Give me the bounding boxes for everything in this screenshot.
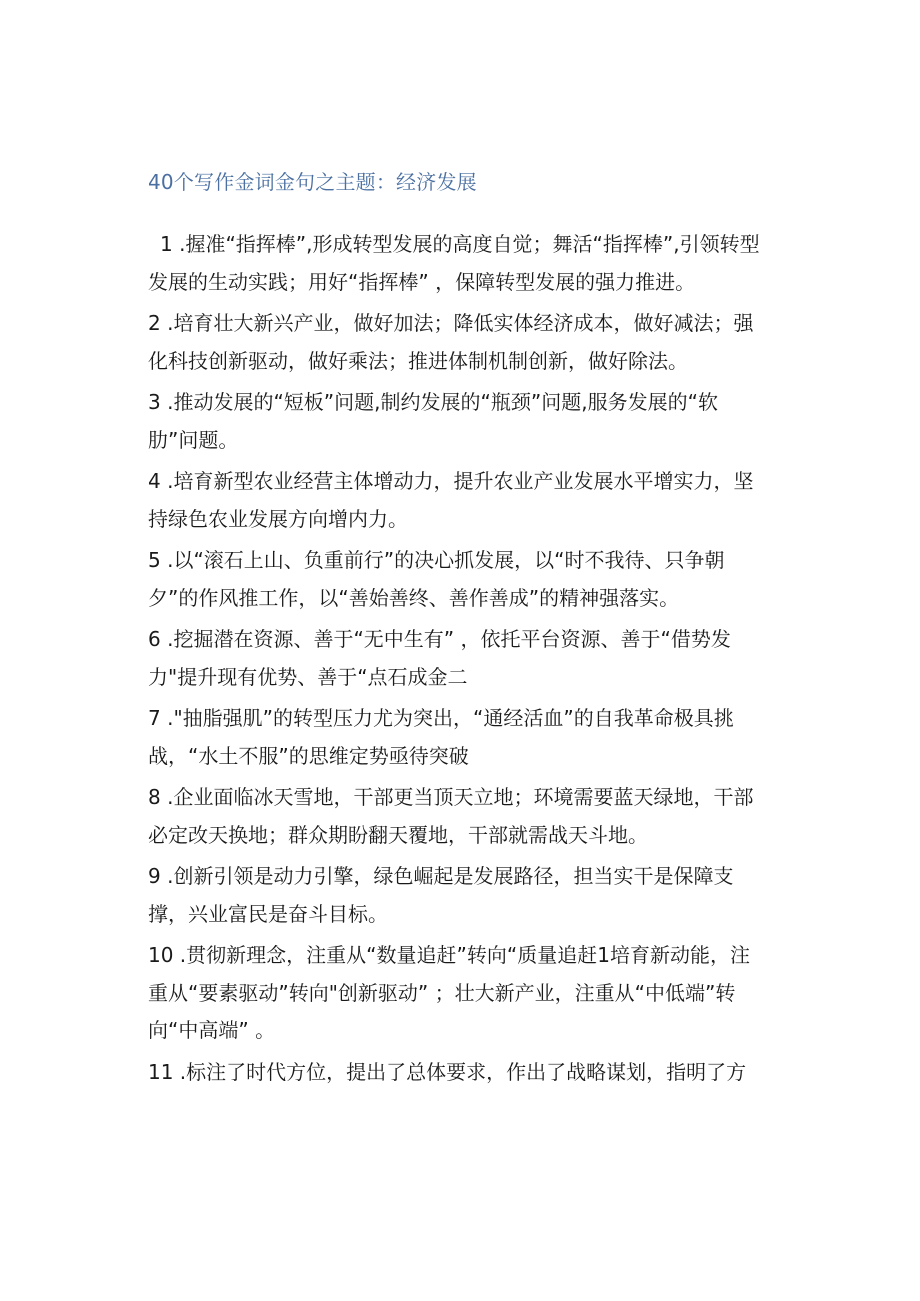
list-item <box>148 621 760 696</box>
item-text: .握准“指挥棒”,形成转型发展的高度自觉；舞活“指挥棒”,引领转型发展的生动实践；用好“指挥棒” ，保障转型发展的强力推进。 <box>148 232 760 294</box>
item-number: 5 <box>148 548 161 572</box>
list-item <box>148 384 760 459</box>
item-text: .挖掘潜在资源、善于“无中生有” ，依托平台资源、善于“借势发力"提升现有优势、善于“点石成金二 <box>148 627 731 689</box>
item-text: .推动发展的“短板”问题,制约发展的“瓶颈”问题,服务发展的“软肋”问题。 <box>148 390 718 452</box>
item-number: 7 <box>148 706 161 730</box>
item-number: 1 <box>160 232 173 256</box>
list-item <box>148 937 760 1050</box>
item-text: .贯彻新理念，注重从“数量追赶”转向“质量追赶1培育新动能，注重从“要素驱动”转向"创新驱动” ；壮大新产业，注重从“中低端”转向“中高端” 。 <box>148 943 750 1042</box>
item-number: 10 <box>148 943 174 967</box>
item-number: 8 <box>148 785 161 809</box>
list-item <box>148 779 760 854</box>
list-item <box>148 463 760 538</box>
document-body <box>148 226 760 1095</box>
list-item <box>148 858 760 933</box>
item-text: .以“滚石上山、负重前行”的决心抓发展，以“时不我待、只争朝夕”的作风推工作，以“善始善终、善作善成”的精神强落实。 <box>148 548 725 610</box>
item-number: 3 <box>148 390 161 414</box>
list-item <box>148 1054 760 1092</box>
list-item <box>148 305 760 380</box>
item-text: .培育新型农业经营主体增动力，提升农业产业发展水平增实力，坚持绿色农业发展方向增内力。 <box>148 469 754 531</box>
list-item <box>148 226 760 301</box>
item-number: 6 <box>148 627 161 651</box>
item-text: .标注了时代方位，提出了总体要求，作出了战略谋划，指明了方 <box>173 1059 747 1084</box>
item-number: 4 <box>148 469 161 493</box>
list-item <box>148 700 760 775</box>
item-text: .培育壮大新兴产业，做好加法；降低实体经济成本，做好减法；强化科技创新驱动，做好乘法；推进体制机制创新，做好除法。 <box>148 311 754 373</box>
item-number: 11 <box>148 1059 174 1084</box>
list-item <box>148 542 760 617</box>
item-text: .企业面临冰天雪地，干部更当顶天立地；环境需要蓝天绿地，干部必定改天换地；群众期盼翻天覆地，干部就需战天斗地。 <box>148 785 754 847</box>
item-number: 9 <box>148 864 161 888</box>
document-title: 40个写作金词金句之主题：经济发展 <box>148 170 477 194</box>
item-number: 2 <box>148 311 161 335</box>
item-text: .创新引领是动力引擎，绿色崛起是发展路径，担当实干是保障支撑，兴业富民是奋斗目标。 <box>148 864 734 926</box>
item-text: ."抽脂强肌”的转型压力尤为突出，“通经活血”的自我革命极具挑战，“水土不服”的思维定势亟待突破 <box>148 706 734 768</box>
